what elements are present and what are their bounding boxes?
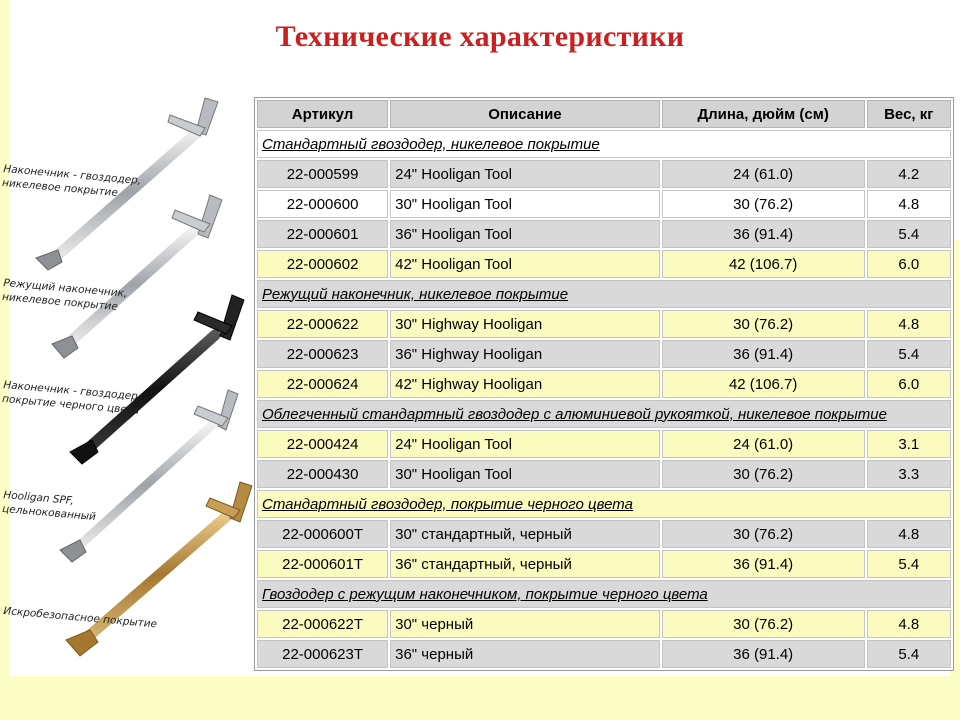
description-cell: 36" черный: [390, 640, 660, 668]
tool-label-1: Наконечник - гвоздодер, никелевое покрытие: [1, 162, 142, 200]
length-cell: 30 (76.2): [662, 520, 865, 548]
background-stripe-bottom: [0, 676, 960, 720]
weight-cell: 5.4: [867, 340, 951, 368]
weight-cell: 4.8: [867, 190, 951, 218]
weight-cell: 6.0: [867, 370, 951, 398]
article-cell: 22-000624: [257, 370, 388, 398]
group-header-row: [257, 400, 951, 428]
table-row: [257, 520, 951, 548]
weight-cell: 4.8: [867, 520, 951, 548]
header-length: Длина, дюйм (см): [662, 100, 865, 128]
table-row: [257, 220, 951, 248]
group-title: Гвоздодер с режущим наконечником, покрытие черного цвета: [257, 580, 951, 608]
length-cell: 42 (106.7): [662, 250, 865, 278]
length-cell: 30 (76.2): [662, 460, 865, 488]
group-title: Режущий наконечник, никелевое покрытие: [257, 280, 951, 308]
table-row: [257, 310, 951, 338]
weight-cell: 6.0: [867, 250, 951, 278]
weight-cell: 4.2: [867, 160, 951, 188]
tool-label-5: Искробезопасное покрытие: [2, 604, 158, 631]
group-header-row: [257, 490, 951, 518]
article-cell: 22-000600T: [257, 520, 388, 548]
article-cell: 22-000622: [257, 310, 388, 338]
length-cell: 24 (61.0): [662, 430, 865, 458]
length-cell: 42 (106.7): [662, 370, 865, 398]
table-row: [257, 370, 951, 398]
weight-cell: 5.4: [867, 640, 951, 668]
table-row: [257, 190, 951, 218]
description-cell: 30" черный: [390, 610, 660, 638]
group-header-row: [257, 280, 951, 308]
header-weight: Вес, кг: [867, 100, 951, 128]
weight-cell: 3.1: [867, 430, 951, 458]
article-cell: 22-000622T: [257, 610, 388, 638]
weight-cell: 4.8: [867, 610, 951, 638]
description-cell: 36" Hooligan Tool: [390, 220, 660, 248]
header-article: Артикул: [257, 100, 388, 128]
weight-cell: 4.8: [867, 310, 951, 338]
table-body: [257, 130, 951, 668]
description-cell: 30" Hooligan Tool: [390, 190, 660, 218]
article-cell: 22-000623T: [257, 640, 388, 668]
description-cell: 30" стандартный, черный: [390, 520, 660, 548]
description-cell: 42" Hooligan Tool: [390, 250, 660, 278]
article-cell: 22-000599: [257, 160, 388, 188]
article-cell: 22-000430: [257, 460, 388, 488]
article-cell: 22-000602: [257, 250, 388, 278]
table-row: [257, 160, 951, 188]
length-cell: 30 (76.2): [662, 310, 865, 338]
article-cell: 22-000424: [257, 430, 388, 458]
length-cell: 30 (76.2): [662, 610, 865, 638]
description-cell: 24" Hooligan Tool: [390, 160, 660, 188]
header-description: Описание: [390, 100, 660, 128]
article-cell: 22-000601: [257, 220, 388, 248]
group-header-row: [257, 580, 951, 608]
table-header-row: [257, 100, 951, 128]
length-cell: 36 (91.4): [662, 640, 865, 668]
table-row: [257, 250, 951, 278]
weight-cell: 5.4: [867, 220, 951, 248]
page-title: Технические характеристики: [275, 20, 685, 53]
spec-table: [254, 97, 954, 671]
description-cell: 36" стандартный, черный: [390, 550, 660, 578]
weight-cell: 5.4: [867, 550, 951, 578]
length-cell: 36 (91.4): [662, 340, 865, 368]
tool-label-3: Наконечник - гвоздодер, покрытие черного цвета: [1, 378, 142, 417]
group-title: Облегченный стандартный гвоздодер с алюминиевой рукояткой, никелевое покрытие: [257, 400, 951, 428]
table-row: [257, 640, 951, 668]
table-row: [257, 610, 951, 638]
description-cell: 36" Highway Hooligan: [390, 340, 660, 368]
tool-2-nickel-cutter: [52, 195, 222, 358]
length-cell: 36 (91.4): [662, 220, 865, 248]
article-cell: 22-000623: [257, 340, 388, 368]
table-row: [257, 460, 951, 488]
article-cell: 22-000600: [257, 190, 388, 218]
description-cell: 42" Highway Hooligan: [390, 370, 660, 398]
length-cell: 36 (91.4): [662, 550, 865, 578]
tools-illustration: [0, 90, 255, 680]
group-title: Стандартный гвоздодер, никелевое покрытие: [257, 130, 951, 158]
article-cell: 22-000601T: [257, 550, 388, 578]
tool-label-2: Режущий наконечник, никелевое покрытие: [1, 276, 128, 314]
group-title: Стандартный гвоздодер, покрытие черного цвета: [257, 490, 951, 518]
table-row: [257, 430, 951, 458]
length-cell: 30 (76.2): [662, 190, 865, 218]
description-cell: 30" Highway Hooligan: [390, 310, 660, 338]
description-cell: 30" Hooligan Tool: [390, 460, 660, 488]
table-row: [257, 550, 951, 578]
weight-cell: 3.3: [867, 460, 951, 488]
description-cell: 24" Hooligan Tool: [390, 430, 660, 458]
tool-label-4: Hooligan SPF, цельнокованный: [1, 488, 97, 524]
group-header-row: [257, 130, 951, 158]
table-row: [257, 340, 951, 368]
length-cell: 24 (61.0): [662, 160, 865, 188]
